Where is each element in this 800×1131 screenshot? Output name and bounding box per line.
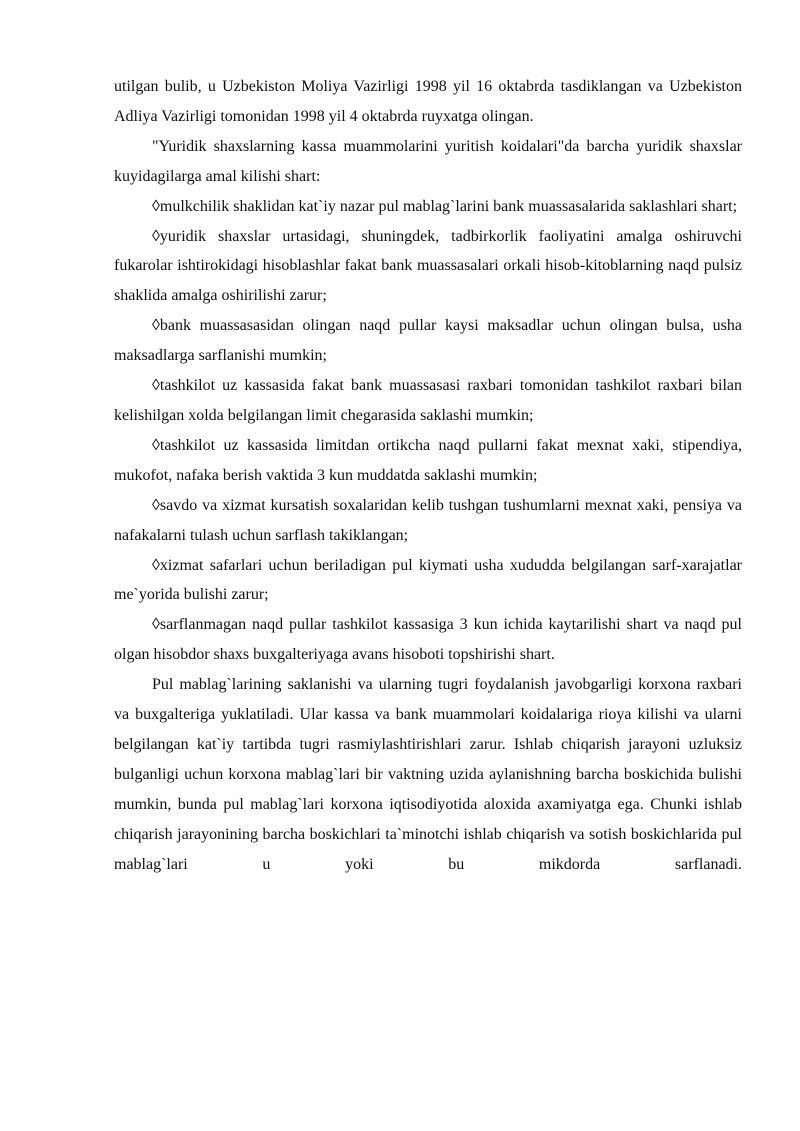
rule-item: ◊xizmat safarlari uchun beriladigan pul kiymati usha xududda belgilangan sarf-xarajatlar me`yorida bulishi zarur; [114,556,742,604]
rule-item: ◊savdo va xizmat kursatish soxalaridan kelib tushgan tushumlarni mexnat xaki, pensiya va nafakalarni tulash uchun sarflash takiklangan; [114,496,742,544]
paragraph-rules-intro: "Yuridik shaxslarning kassa muammolarini yuritish koidalari"da barcha yuridik shaxslar kuyidagilarga amal kilishi shart: [114,137,742,185]
rule-item: ◊mulkchilik shaklidan kat`iy nazar pul mablag`larini bank muassasalarida saklashlari shart; [152,197,738,215]
paragraph-responsibility: Pul mablag`larining saklanishi va ularning tugri foydalanish javobgarligi korxona raxbari va buxgalteriga yuklatiladi. Ular kassa va bank muammolari koidalariga rioya kilishi va ularni belgilangan kat`iy tartibda tugri rasmiylashtirishlari zarur. Ishlab chiqarish jarayoni uzluksiz bulganligi uchun korxona mablag`lari bir vaktning uzida aylanishning barcha boskichida bulishi mumkin, bunda pul mablag`lari korxona iqtisodiyotida aloxida axamiyatga ega. Chunki ishlab chiqarish jarayonining barcha boskichlari ta`minotchi ishlab chiqarish va sotish boskichlarida pul mablag`lari u yoki bu mikdorda sarflanadi. [114,676,742,873]
rule-item: ◊tashkilot uz kassasida fakat bank muassasasi raxbari tomonidan tashkilot raxbari bilan kelishilgan xolda belgilangan limit chegarasida saklashi mumkin; [114,377,742,424]
rule-item: ◊sarflanmagan naqd pullar tashkilot kassasiga 3 kun ichida kaytarilishi shart va naqd pul olgan hisobdor shaxs buxgalteriyaga avans hisoboti topshirishi shart. [114,616,742,664]
rule-item: ◊bank muassasasidan olingan naqd pullar kaysi maksadlar uchun olingan bulsa, usha maksadlarga sarflanishi mumkin; [114,317,742,365]
document-page [114,72,742,879]
rule-item: ◊yuridik shaxslar urtasidagi, shuningdek, tadbirkorlik faoliyatini amalga oshiruvchi fukarolar ishtirokidagi hisoblashlar fakat bank muassasalari orkali hisob-kitoblarning naqd pulsiz shaklida amalga oshirilishi zarur; [114,227,742,305]
rule-item: ◊tashkilot uz kassasida limitdan ortikcha naqd pullarni fakat mexnat xaki, stipendiya, mukofot, nafaka berish vaktida 3 kun muddatda saklashi mumkin; [114,436,742,484]
paragraph-continuation: utilgan bulib, u Uzbekiston Moliya Vazirligi 1998 yil 16 oktabrda tasdiklangan va Uzbekiston Adliya Vazirligi tomonidan 1998 yil 4 oktabrda ruyxatga olingan. [114,78,742,125]
